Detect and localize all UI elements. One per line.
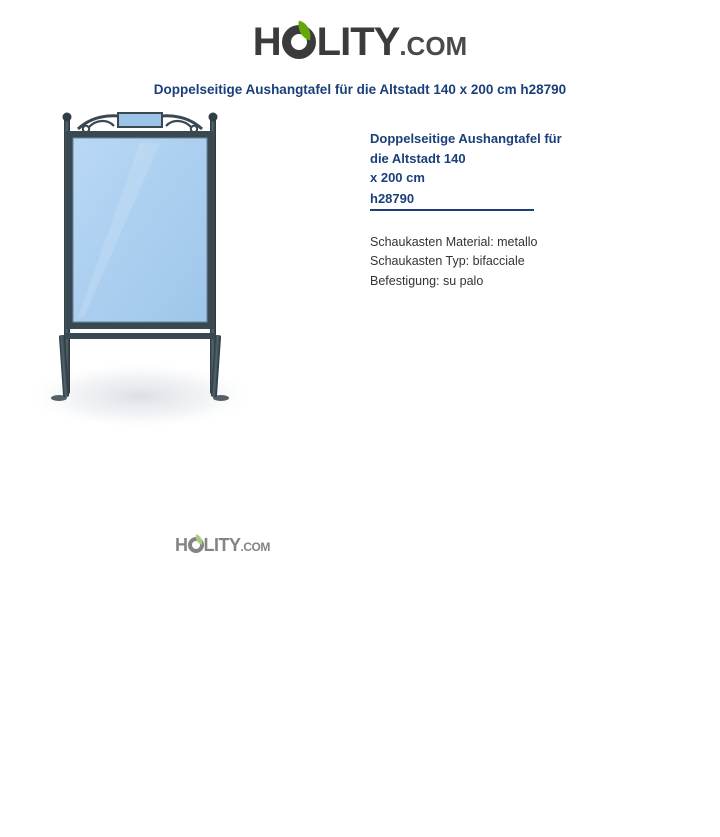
spec-item: Schaukasten Material: metallo — [370, 235, 538, 249]
logo-dotcom: .COM — [399, 31, 468, 61]
product-info-column — [320, 111, 700, 291]
product-heading-line-2: die Altstadt 140 — [370, 150, 466, 166]
logo-text — [253, 22, 467, 62]
spec-item: Schaukasten Typ: bifacciale — [370, 254, 525, 269]
product-heading — [370, 129, 700, 211]
image-watermark — [175, 535, 270, 556]
watermark-letter-h: H — [175, 535, 188, 555]
content-area — [0, 111, 720, 555]
watermark-dotcom: .COM — [240, 540, 270, 554]
product-specs — [370, 233, 700, 291]
site-logo[interactable] — [0, 0, 720, 62]
logo-letters-lity: LITY — [316, 20, 400, 64]
product-image-column — [0, 111, 320, 555]
o-leaf-logo-icon — [282, 25, 316, 59]
product-code: h28790 — [370, 189, 534, 212]
product-image — [0, 111, 320, 451]
watermark-o-leaf-icon — [188, 537, 204, 553]
page-title: Doppelseitige Aushangtafel für die Altstadt 140 x 200 cm h28790 — [153, 82, 567, 97]
product-heading-line-1: Doppelseitige Aushangtafel für — [370, 131, 562, 146]
spec-item: Befestigung: su palo — [370, 273, 484, 288]
watermark-letters: LITY — [203, 535, 241, 555]
product-heading-line-3: x 200 cm — [370, 170, 425, 185]
logo-letter-h: H — [252, 20, 281, 64]
